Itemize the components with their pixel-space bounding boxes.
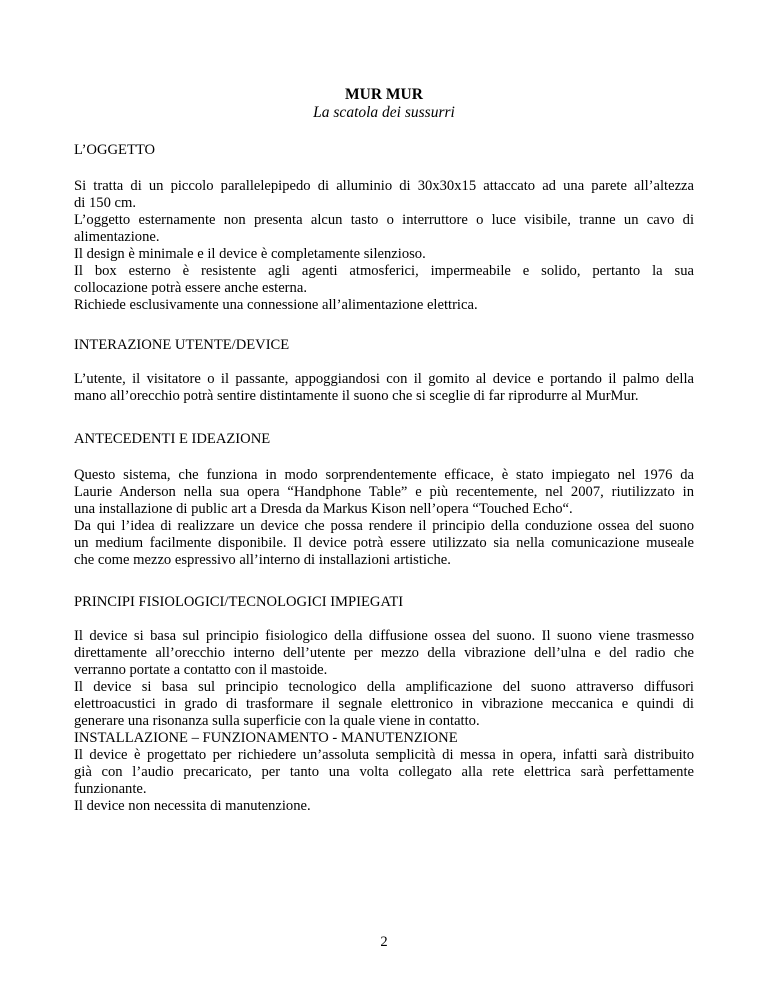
section-heading: PRINCIPI FISIOLOGICI/TECNOLOGICI IMPIEGATI	[74, 594, 404, 610]
paragraph-line: direttamente all’orecchio interno dell’utente per mezzo della vibrazione dell’ulna e del radio che	[74, 645, 694, 661]
paragraph-line: di 150 cm.	[74, 195, 137, 211]
paragraph-line: Il box esterno è resistente agli agenti atmosferici, impermeabile e solido, pertanto la sua	[74, 263, 694, 279]
paragraph-line: collocazione potrà essere anche esterna.	[74, 280, 307, 296]
paragraph-line: già con l’audio precaricato, per tanto una volta collegato alla rete elettrica sarà perfettamente	[74, 764, 694, 780]
paragraph-line: un medium facilmente disponibile. Il device potrà essere utilizzato sia nella comunicazione museale	[74, 535, 694, 551]
section-heading: L’OGGETTO	[74, 142, 156, 158]
section-heading: INTERAZIONE UTENTE/DEVICE	[74, 337, 290, 353]
paragraph-line: Questo sistema, che funziona in modo sorprendentemente efficace, è stato impiegato nel 1976 da	[74, 467, 694, 483]
paragraph-line: verranno portate a contatto con il mastoide.	[74, 662, 328, 678]
paragraph-line: Laurie Anderson nella sua opera “Handphone Table” e più recentemente, nel 2007, riutilizzato in	[74, 484, 694, 500]
document-title: MUR MUR	[345, 86, 423, 103]
paragraph-line: alimentazione.	[74, 229, 160, 245]
paragraph-line: Il device si basa sul principio tecnologico della amplificazione del suono attraverso diffusori	[74, 679, 694, 695]
paragraph-line: Il device si basa sul principio fisiologico della diffusione ossea del suono. Il suono viene trasmesso	[74, 628, 694, 644]
paragraph-line: funzionante.	[74, 781, 147, 797]
paragraph-line: che come mezzo espressivo all’interno di installazioni artistiche.	[74, 552, 451, 568]
section-heading: ANTECEDENTI E IDEAZIONE	[74, 431, 271, 447]
paragraph-line: Richiede esclusivamente una connessione all’alimentazione elettrica.	[74, 297, 478, 313]
document-subtitle: La scatola dei sussurri	[313, 104, 455, 121]
paragraph-line: elettroacustici in grado di trasformare il segnale elettronico in vibrazione meccanica e quindi di	[74, 696, 694, 712]
paragraph-line: Il device non necessita di manutenzione.	[74, 798, 311, 814]
paragraph-line: Il design è minimale e il device è completamente silenzioso.	[74, 246, 426, 262]
paragraph-line: L’utente, il visitatore o il passante, appoggiandosi con il gomito al device e portando il palmo della	[74, 371, 694, 387]
section-heading: INSTALLAZIONE – FUNZIONAMENTO - MANUTENZIONE	[74, 730, 458, 746]
paragraph-line: Il device è progettato per richiedere un’assoluta semplicità di messa in opera, infatti sarà distribuito	[74, 747, 694, 763]
paragraph-line: Si tratta di un piccolo parallelepipedo di alluminio di 30x30x15 attaccato ad una parete all’altezza	[74, 178, 694, 194]
paragraph-line: mano all’orecchio potrà sentire distintamente il suono che si sceglie di far riprodurre al MurMur.	[74, 388, 639, 404]
paragraph-line: Da qui l’idea di realizzare un device che possa rendere il principio della conduzione ossea del suono	[74, 518, 694, 534]
paragraph-line: L’oggetto esternamente non presenta alcun tasto o interruttore o luce visibile, tranne un cavo di	[74, 212, 694, 228]
paragraph-line: generare una risonanza sulla superficie con la quale viene in contatto.	[74, 713, 480, 729]
paragraph-line: una installazione di public art a Dresda da Markus Kison nell’opera “Touched Echo“.	[74, 501, 573, 517]
page-number: 2	[380, 934, 388, 950]
